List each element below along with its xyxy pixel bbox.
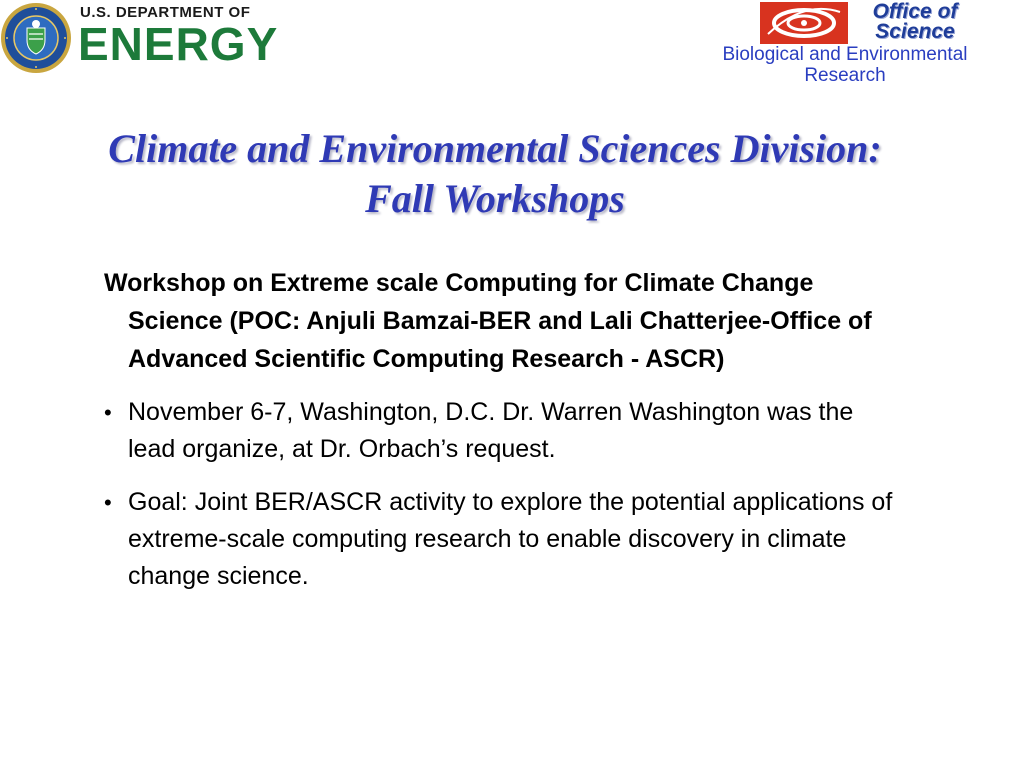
slide-body (104, 264, 904, 611)
doe-seal-icon (0, 2, 72, 74)
bullet-item-dates (104, 394, 904, 468)
workshop-heading: Workshop on Extreme scale Computing for Climate Change Science (POC: Anjuli Bamzai-BER and Lali Chatterjee-Office of Advanced Scientific Computing Research - ASCR) (104, 269, 872, 373)
bullet-text-goal: Goal: Joint BER/ASCR activity to explore the potential applications of extreme-scale computing research to enable discovery in climate change science. (128, 488, 893, 590)
slide-title: Climate and Environmental Sciences Division: Fall Workshops (108, 126, 882, 221)
office-of-science-subtitle: Biological and Environmental Research (722, 44, 968, 86)
bullet-list (104, 394, 904, 595)
office-of-science-title: Office of Science (872, 0, 958, 43)
doe-logo (0, 0, 300, 74)
bullet-marker: • (104, 400, 112, 425)
doe-energy-wordmark: ENERGY (78, 18, 279, 70)
office-of-science-mark-icon (760, 2, 848, 44)
doe-department-text: U.S. DEPARTMENT OF (80, 4, 251, 21)
bullet-item-goal (104, 484, 904, 595)
bullet-text-dates: November 6-7, Washington, D.C. Dr. Warren Washington was the lead organize, at Dr. Orbach’s request. (128, 398, 854, 463)
bullet-marker: • (104, 490, 112, 515)
office-of-science-logo (722, 0, 1010, 90)
